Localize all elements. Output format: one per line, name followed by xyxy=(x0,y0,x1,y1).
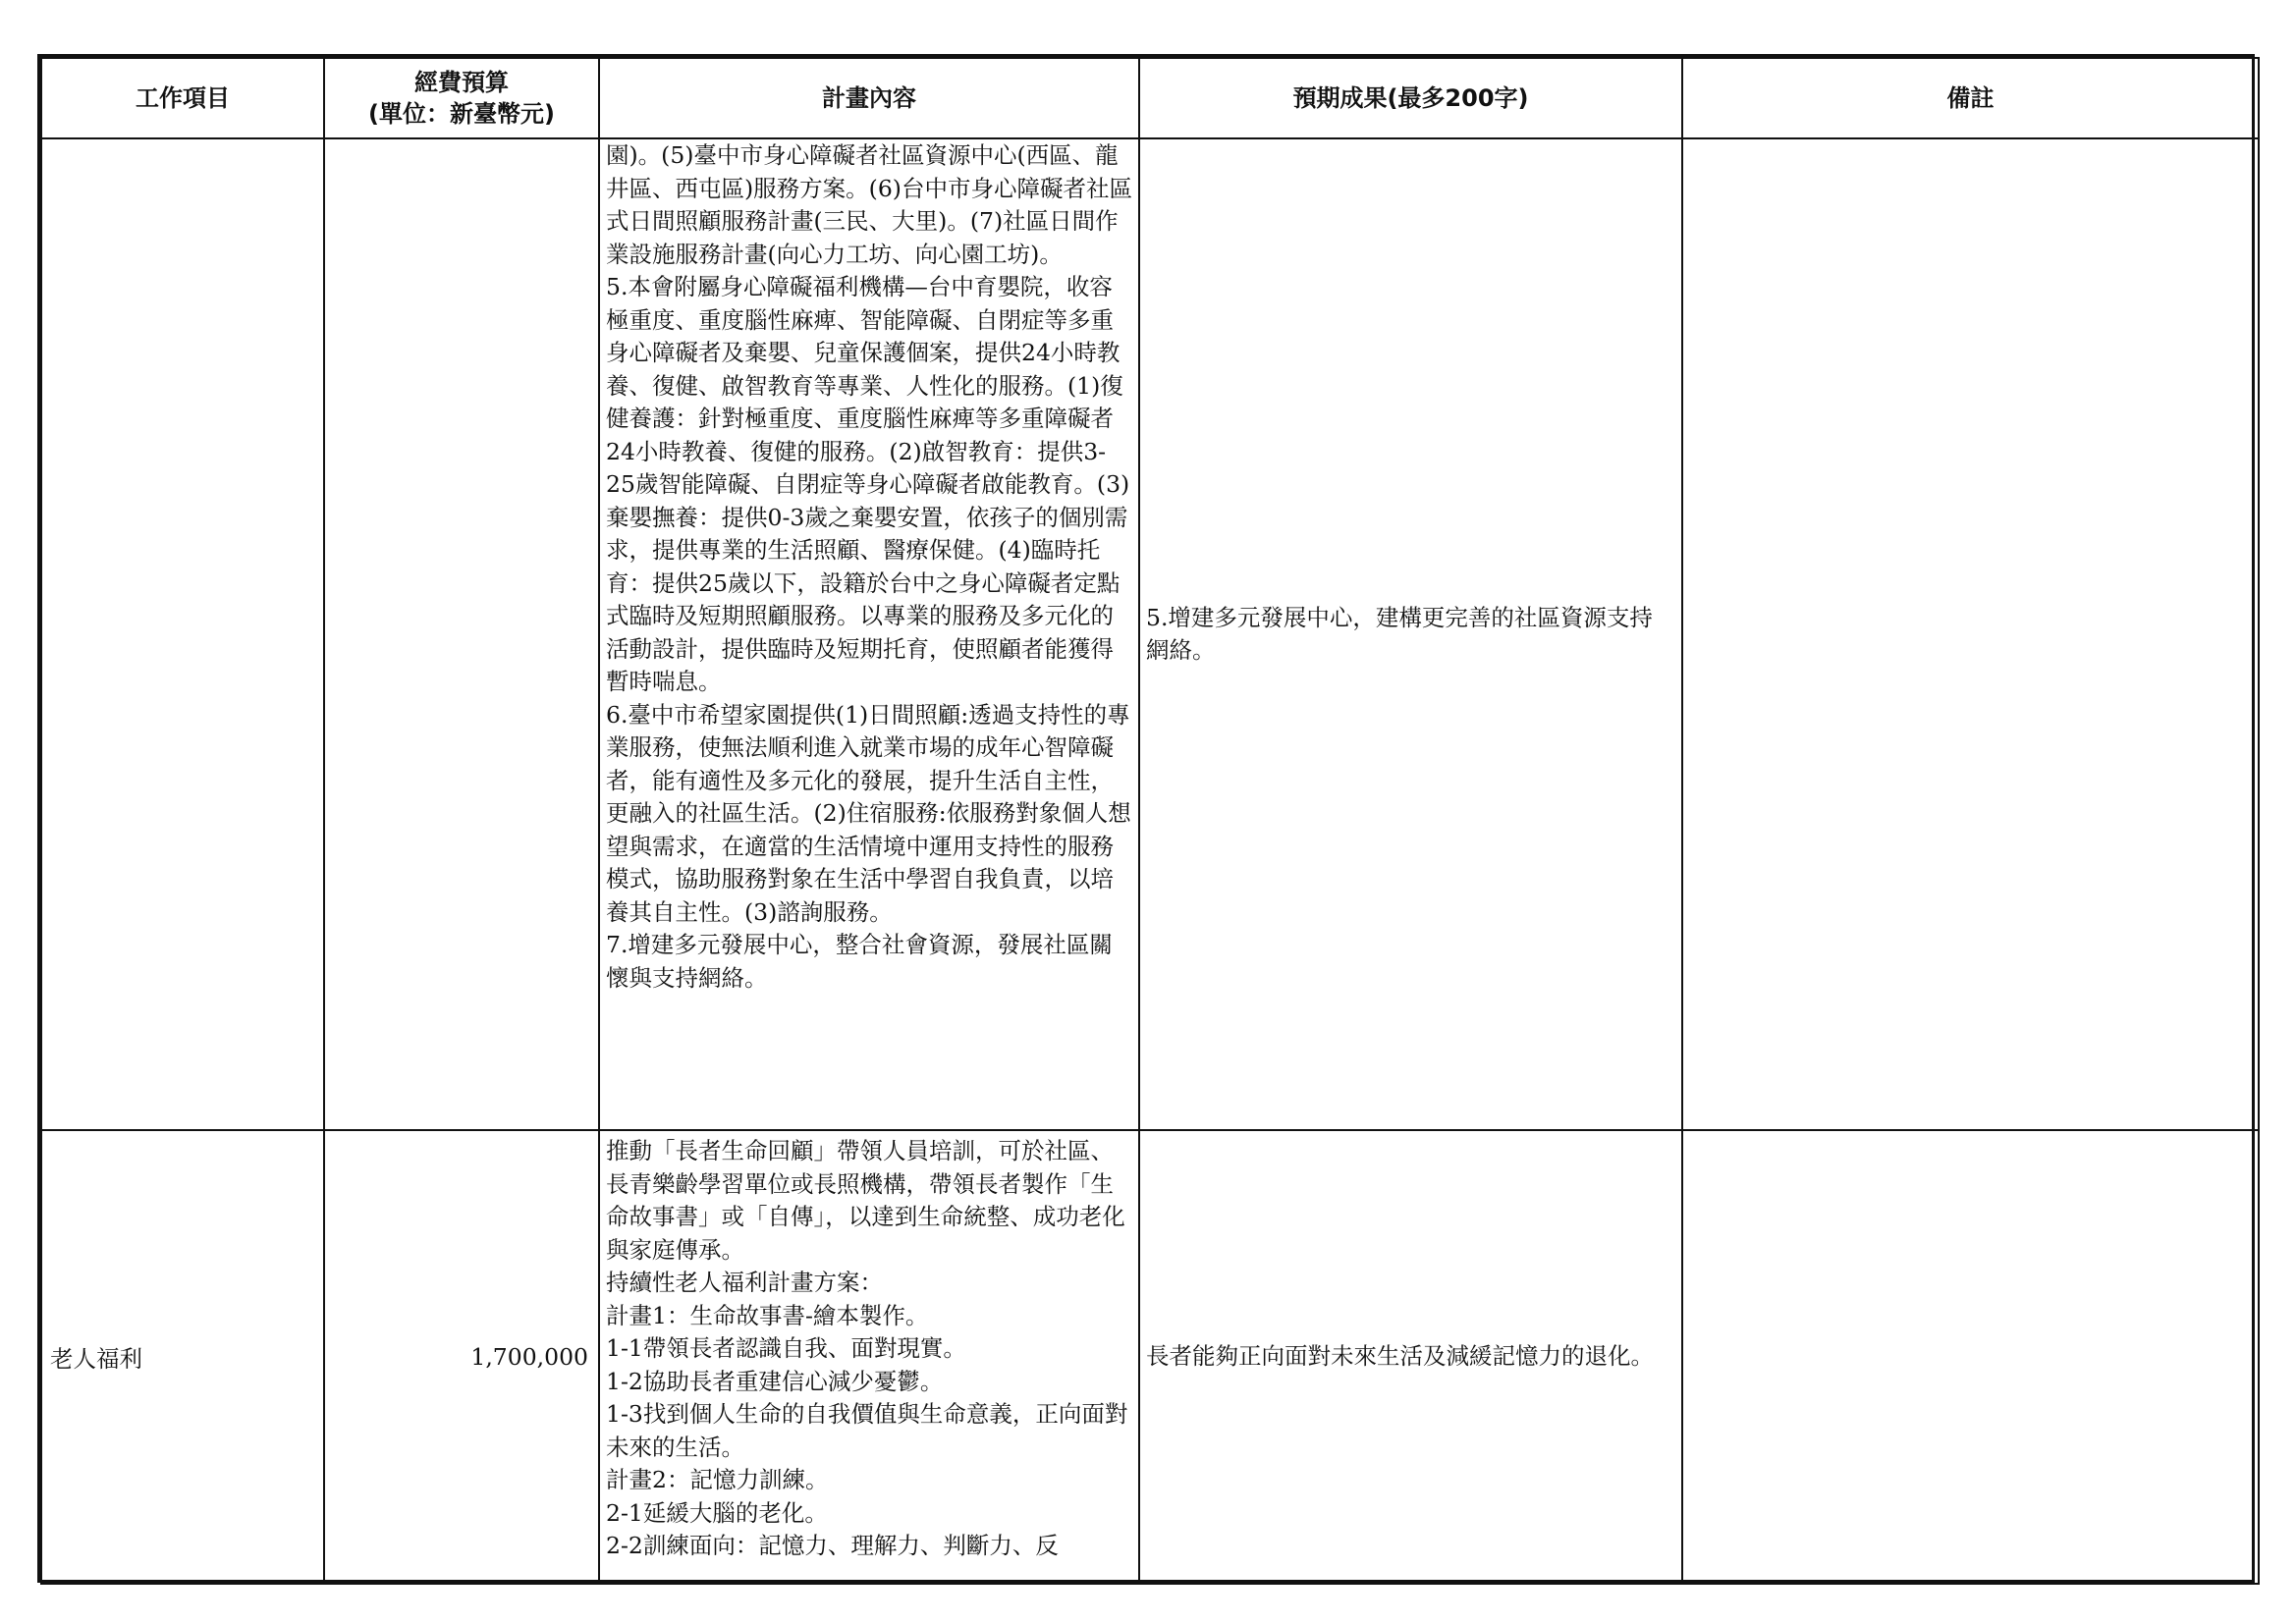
row-remarks xyxy=(1682,138,2259,1130)
row-budget: 1,700,000 xyxy=(324,1130,599,1584)
table-header-row xyxy=(41,58,2259,138)
table-row xyxy=(41,138,2259,1130)
table-row xyxy=(41,1130,2259,1584)
row-outcome xyxy=(1139,1130,1682,1584)
row-content xyxy=(599,1130,1139,1584)
row-budget xyxy=(324,138,599,1130)
content-paragraph: 6.臺中市希望家園提供(1)日間照顧:透過支持性的專業服務，使無法順利進入就業市場的成年心智障礙者，能有適性及多元化的發展，提升生活自主性，更融入的社區生活。(2)住宿服務:依服務對象個人想望與需求，在適當的生活情境中運用支持性的服務模式，協助服務對象在生活中學習自我負責，以培養其自主性。(3)諮詢服務。 xyxy=(606,700,1131,926)
content-paragraph: 5.本會附屬身心障礙福利機構—台中育嬰院，收容極重度、重度腦性麻痺、智能障礙、自閉症等多重身心障礙者及棄嬰、兒童保護個案，提供24小時教養、復健、啟智教育等專業、人性化的服務。(1)復健養護：針對極重度、重度腦性麻痺等多重障礙者24小時教養、復健的服務。(2)啟智教育：提供3-25歲智能障礙、自閉症等身心障礙者啟能教育。(3)棄嬰撫養：提供0-3歲之棄嬰安置，依孩子的個別需求，提供專業的生活照顧、醫療保健。(4)臨時托育：提供25歲以下，設籍於台中之身心障礙者定點式臨時及短期照顧服務。以專業的服務及多元化的活動設計，提供臨時及短期托育，使照顧者能獲得暫時喘息。 xyxy=(606,273,1130,695)
content-paragraph: 推動「長者生命回顧」帶領人員培訓，可於社區、長青樂齡學習單位或長照機構，帶領長者製作「生命故事書」或「自傳」，以達到生命統整、成功老化與家庭傳承。 xyxy=(606,1137,1125,1264)
header-content: 計畫內容 xyxy=(599,58,1139,138)
header-outcome: 預期成果(最多200字) xyxy=(1139,58,1682,138)
row-remarks xyxy=(1682,1130,2259,1584)
content-paragraph: 1-1帶領長者認識自我、面對現實。 xyxy=(606,1334,966,1362)
header-budget-line2: (單位：新臺幣元) xyxy=(368,100,555,128)
outcome-text: 長者能夠正向面對未來生活及減緩記憶力的退化。 xyxy=(1146,1342,1654,1371)
content-paragraph: 2-2訓練面向：記憶力、理解力、判斷力、反 xyxy=(606,1532,1059,1559)
row-item: 老人福利 xyxy=(41,1130,324,1584)
header-item: 工作項目 xyxy=(41,58,324,138)
content-paragraph: 7.增建多元發展中心，整合社會資源，發展社區關懷與支持網絡。 xyxy=(606,931,1113,992)
header-remarks: 備註 xyxy=(1682,58,2259,138)
header-budget-line1: 經費預算 xyxy=(414,69,509,96)
content-paragraph: 1-3找到個人生命的自我價值與生命意義，正向面對未來的生活。 xyxy=(606,1400,1128,1461)
content-paragraph: 計畫2：記憶力訓練。 xyxy=(606,1466,829,1493)
outcome-text: 5.增建多元發展中心，建構更完善的社區資源支持網絡。 xyxy=(1146,603,1653,664)
content-paragraph: 1-2協助長者重建信心減少憂鬱。 xyxy=(606,1367,944,1395)
content-paragraph: 持續性老人福利計畫方案： xyxy=(606,1269,883,1296)
header-budget xyxy=(324,58,599,138)
content-paragraph: 2-1延緩大腦的老化。 xyxy=(606,1498,828,1527)
budget-table-frame xyxy=(37,54,2255,1583)
content-paragraph: 園)。(5)臺中市身心障礙者社區資源中心(西區、龍井區、西屯區)服務方案。(6)台中市身心障礙者社區式日間照顧服務計畫(三民、大里)。(7)社區日間作業設施服務計畫(向心力工坊、向心園工坊)。 xyxy=(606,141,1132,268)
row-content xyxy=(599,138,1139,1130)
row-item xyxy=(41,138,324,1130)
content-paragraph: 計畫1：生命故事書-繪本製作。 xyxy=(606,1301,929,1329)
row-outcome xyxy=(1139,138,1682,1130)
budget-table xyxy=(40,57,2260,1585)
